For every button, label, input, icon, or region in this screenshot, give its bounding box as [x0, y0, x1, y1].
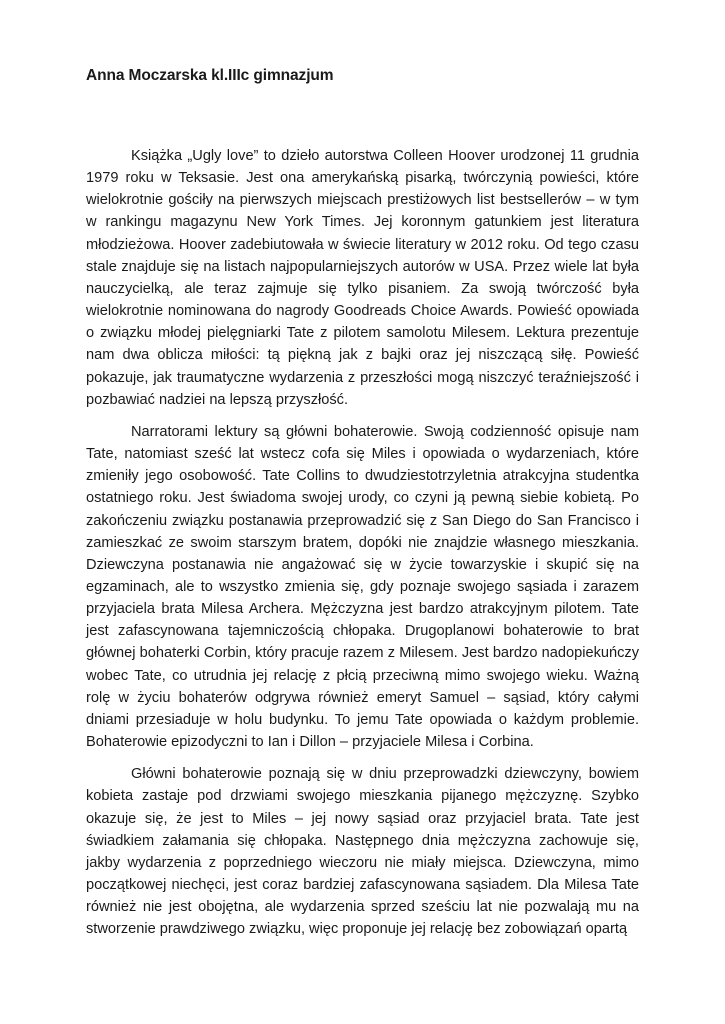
author-heading: Anna Moczarska kl.IIIc gimnazjum: [86, 67, 334, 84]
paragraph-plot: Główni bohaterowie poznają się w dniu przeprowadzki dziewczyny, bowiem kobieta zastaje pod drzwiami swojego mieszkania pijanego mężczyznę. Szybko okazuje się, że jest to Miles – jej nowy sąsiad oraz przyjaciel brata. Tate jest świadkiem załamania się chłopaka. Następnego dnia mężczyzna zachowuje się, jakby wydarzenia z poprzedniego wieczoru nie miały miejsca. Dziewczyna, mimo początkowej niechęci, jest coraz bardziej zafascynowana sąsiadem. Dla Milesa Tate również nie jest obojętna, ale wydarzenia sprzed sześciu lat nie pozwalają mu na stworzenie prawdziwego związku, więc proponuje jej relację bez zobowiązań opartą: [86, 766, 639, 938]
paragraph-intro: Książka „Ugly love” to dzieło autorstwa Colleen Hoover urodzonej 11 grudnia 1979 roku w Teksasie. Jest ona amerykańską pisarką, twórczynią powieści, które wielokrotnie gościły na pierwszych miejscach prestiżowych list bestsellerów – w tym w rankingu magazynu New York Times. Jej koronnym gatunkiem jest literatura młodzieżowa. Hoover zadebiutowała w świecie literatury w 2012 roku. Od tego czasu stale znajduje się na listach najpopularniejszych autorów w USA. Przez wiele lat była nauczycielką, ale teraz zajmuje się tylko pisaniem. Za swoją twórczość była wielokrotnie nominowana do nagrody Goodreads Choice Awards. Powieść opowiada o związku młodej pielęgniarki Tate z pilotem samolotu Milesem. Lektura prezentuje nam dwa oblicza miłości: tą piękną jak z bajki oraz jej niszczącą siłę. Powieść pokazuje, jak traumatyczne wydarzenia z przeszłości mogą niszczyć teraźniejszość i pozbawiać nadziei na lepszą przyszłość.: [86, 148, 639, 408]
document-body: [86, 145, 639, 950]
paragraph-characters: Narratorami lektury są główni bohaterowie. Swoją codzienność opisuje nam Tate, natomiast sześć lat wstecz cofa się Miles i opowiada o wydarzeniach, które zmieniły jego osobowość. Tate Collins to dwudziestotrzyletnia atrakcyjna studentka ostatniego roku. Jest świadoma swojej urody, co czyni ją pewną siebie kobietą. Po zakończeniu związku postanawia przeprowadzić się z San Diego do San Francisco i zamieszkać ze swoim starszym bratem, dopóki nie znajdzie własnego mieszkania. Dziewczyna postanawia nie angażować się w życie towarzyskie i skupić się na egzaminach, ale to wszystko zmienia się, gdy poznaje swojego sąsiada i zarazem przyjaciela brata Milesa Archera. Mężczyzna jest bardzo atrakcyjnym pilotem. Tate jest zafascynowana tajemniczością chłopaka. Drugoplanowi bohaterowie to brat głównej bohaterki Corbin, który pracuje razem z Milesem. Jest bardzo nadopiekuńczy wobec Tate, co utrudnia jej relację z płcią przeciwną mimo swojego wieku. Ważną rolę w życiu bohaterów odgrywa również emeryt Samuel – sąsiad, który całymi dniami przesiaduje w holu budynku. To jemu Tate opowiada o każdym problemie. Bohaterowie epizodyczni to Ian i Dillon – przyjaciele Milesa i Corbina.: [86, 423, 639, 751]
